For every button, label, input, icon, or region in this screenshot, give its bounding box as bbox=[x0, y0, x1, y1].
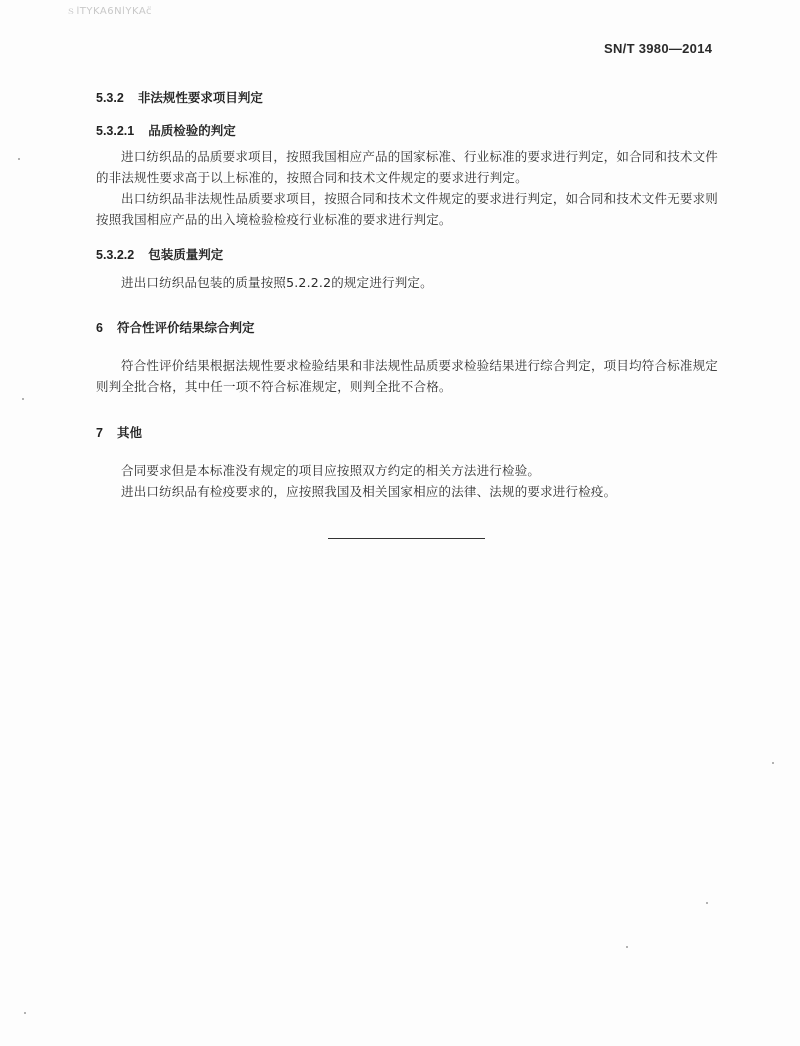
paragraph-conformity: 符合性评价结果根据法规性要求检验结果和非法规性品质要求检验结果进行综合判定，项目均符合标准规定则判全批合格，其中任一项不符合标准规定，则判全批不合格。 bbox=[96, 358, 718, 394]
paragraph-quality-import: 进口纺织品的品质要求项目，按照我国相应产品的国家标准、行业标准的要求进行判定，如合同和技术文件的非法规性要求高于以上标准的，按照合同和技术文件规定的要求进行判定。 bbox=[96, 149, 718, 185]
paragraph-packaging: 进出口纺织品包装的质量按照5.2.2.2的规定进行判定。 bbox=[121, 275, 433, 290]
section-title: 符合性评价结果综合判定 bbox=[116, 320, 255, 335]
scan-speck bbox=[24, 1012, 26, 1014]
section-heading-5-3-2-2 bbox=[96, 245, 223, 263]
document-id: SN/T 3980—2014 bbox=[604, 41, 713, 56]
scan-speck bbox=[626, 946, 628, 948]
header-watermark: ｓlTYKA6NlYKAc̈ bbox=[66, 6, 152, 17]
end-rule bbox=[328, 538, 485, 539]
paragraph-other-quarantine: 进出口纺织品有检疫要求的，应按照我国及相关国家相应的法律、法规的要求进行检疫。 bbox=[121, 484, 617, 499]
scan-speck bbox=[706, 902, 708, 904]
section-title: 非法规性要求项目判定 bbox=[137, 90, 263, 105]
section-number: 7 bbox=[96, 426, 103, 440]
section-heading-5-3-2-1 bbox=[96, 121, 236, 139]
section-heading-6 bbox=[96, 318, 254, 336]
section-number: 6 bbox=[96, 321, 103, 335]
section-title: 品质检验的判定 bbox=[148, 123, 236, 138]
scan-speck bbox=[22, 398, 24, 400]
paragraph-quality-export: 出口纺织品非法规性品质要求项目，按照合同和技术文件规定的要求进行判定，如合同和技术文件无要求则按照我国相应产品的出入境检验检疫行业标准的要求进行判定。 bbox=[96, 191, 718, 227]
section-heading-7 bbox=[96, 423, 142, 441]
section-number: 5.3.2.1 bbox=[96, 124, 135, 138]
scan-speck bbox=[772, 762, 774, 764]
section-title: 包装质量判定 bbox=[148, 247, 224, 262]
section-number: 5.3.2 bbox=[96, 91, 124, 105]
paragraph-other-contract: 合同要求但是本标准没有规定的项目应按照双方约定的相关方法进行检验。 bbox=[121, 463, 541, 478]
scan-speck bbox=[18, 158, 20, 160]
section-title: 其他 bbox=[116, 425, 142, 440]
section-number: 5.3.2.2 bbox=[96, 248, 135, 262]
section-heading-5-3-2 bbox=[96, 88, 263, 106]
